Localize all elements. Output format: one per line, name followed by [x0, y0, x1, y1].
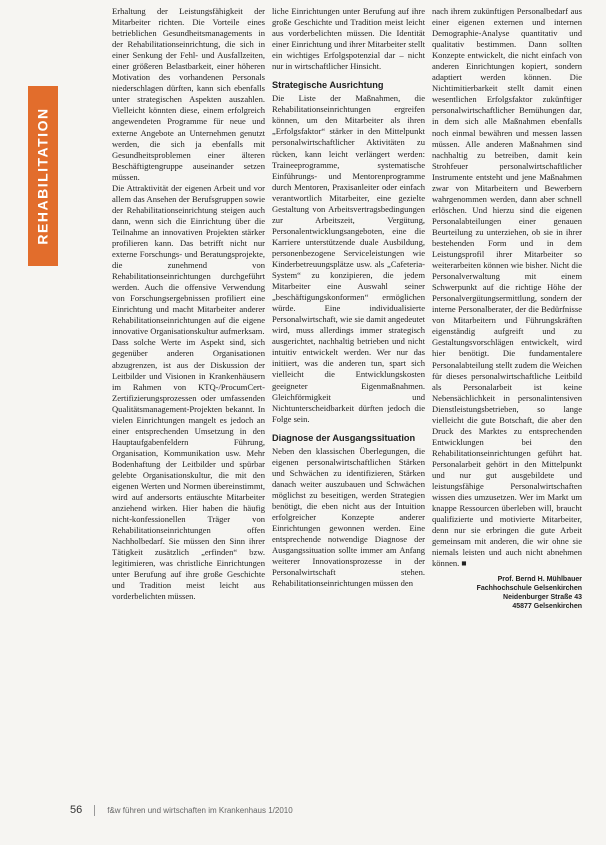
section-label — [28, 86, 58, 266]
footer-divider — [94, 805, 95, 816]
author-institution: Fachhochschule Gelsenkirchen — [476, 585, 582, 593]
text-column-3 — [432, 6, 582, 776]
section-sidebar — [28, 86, 58, 266]
text-column-2 — [272, 6, 425, 776]
author-name: Prof. Bernd H. Mühlbauer — [497, 576, 582, 584]
paragraph: Die Attraktivität der eigenen Arbeit und vor allem das Ansehen der Berufsgruppen sowie der Rehabilitationseinrichtung steigen auch dann, wenn sich die Einrichtung über die Teilnahme an innovativen Projekten stärker profilieren kann. Das betrifft nicht nur externe Forschungs- und Beratungsprojekte, die zunehmend von Rehabilitationseinrichtungen durchgeführt werden. Auch die offensive Verwendung von Forschungsergebnissen profiliert eine Einrichtung und macht Mitarbeiter anderer Rehabilitationseinrichtungen auf die eigene innovative Organisationskultur aufmerksam. — [112, 182, 265, 337]
paragraph: Neben den klassischen Überlegungen, die eigenen personalwirtschaftlichen Stärken und Schwächen zu identifizieren, Stärken danach weiter auszubauen und Schwächen möglichst zu beseitigen, werden Strategien benötigt, die eben nicht aus der Intuition erfolgreicher Konzepte anderer Einrichtungen gewonnen werden. Eine entsprechende notwendige Diagnose der Ausgangssituation sollte immer am Anfang weiterer Innovationsprozesse in der Personalwirtschaft stehen. Rehabilitationseinrichtungen müssen den — [272, 445, 425, 589]
paragraph: Dass solche Werte im Aspekt sind, sich gegenüber anderen Organisationen abzugrenzen, ist aus der Diskussion der Leitbilder und Visionen in Krankenhäusern im Rahmen von KTQ-/ProcumCert-Zertifizierungsprozessen oder umfassenden Qualitätsmanagement-Projekten bekannt. In vielen Einrichtungen mangelt es jedoch an einer entsprechenden Umsetzung in den Hauptaufgabenfeldern Führung, Organisation, Kommunikation usw. Mehr Bodenhaftung der Leitbilder und spürbar gelebte Organisationskultur, die mit den eigenen Werten und Normen übereinstimmt, wird auf andersorts entäuschte Mitarbeiter anziehend wirken. Hier haben die häufig nicht-konfessionellen Träger von Rehabilitationseinrichtungen offen Nachholbedarf. Sie müssen den Sinn ihrer Tätigkeit zusätzlich „erfinden“ bzw. legitimieren, was christliche Einrichtungen unter Berufung auf ihre große Geschichte und Tradition meist leicht aus vorderbelichten müssen. — [112, 337, 265, 602]
publication-name: f&w führen und wirtschaften im Krankenhaus 1/2010 — [107, 805, 293, 815]
author-city: 45877 Gelsenkirchen — [512, 603, 582, 611]
paragraph: nach ihrem zukünftigen Personalbedarf aus einer eigenen externen und internen Demographie-Analyse quantitativ und qualitativ bestimmen. Dann sollten Konzepte entwickelt, die nicht einfach von anderen Einrichtungen kopiert, sondern adaptiert werden können. Die Nichtimitierbarkeit stellt damit einen wesentlichen Erfolgsfaktor zukünftiger personalwirtschaftlicher Bemühungen dar, in dem sich alle Maßnahmen ebenfalls noch einmal bewähren und messen lassen müssen. Alle anderen Maßnahmen sind nachhaltig zu betreiben, damit kein Strohfeuer personalwirtschaftlicher Instrumente entsteht und jene Maßnahmen zwar von Mitarbeitern und Bewerbern wahrgenommen werden, dann aber schnell erlöschen. Und hierzu sind die eigenen Personalabteilungen einer genauen Beurteilung zu unterziehen, ob sie in ihrer bestehenden Form und in dem Leistungsprofil ihrer Mitarbeiter so weiterarbeiten können wie bisher. Nicht die Personalverwaltung mit einem Schwerpunkt auf die richtige Höhe der Personalvergütungsermittlung, sondern der interne Personalberater, der die Bedürfnisse von Mitarbeitern und Führungskräften eigenständig aufgreift und zu Gestaltungsvorschlägen entwickelt, wird hier benötigt. Die fundamentalere Personalabteilung stellt zudem die Weichen für dieses personalwirtschaftliche Leitbild als Personalarbeit ist keine Nebensächlichkeit in personalintensiven Dienstleistungsbetrieben, so lange vielleicht die gute Botschaft, die aber den Druck des Marktes zu entsprechenden Entwicklungen bei den Rehabilitationseinrichtungen geführt hat. Personalarbeit gehört in den Mittelpunkt und nur gut ausgebildete und leistungsfähige Personalwirtschaften wissen dies umzusetzen. Wer im Markt um knappe Ressourcen überleben will, braucht qualifizierte und motivierte Mitarbeiter, denn nur sie erbringen die gute Arbeit gemeinsam mit anderen, die wir ohne sie niemals leisten und auch nicht abnehmen können. ■ — [432, 6, 582, 569]
paragraph: Die Liste der Maßnahmen, die Rehabilitationseinrichtungen ergreifen können, um den Mitarbeiter als ihren „Erfolgsfaktor“ stärker in den Mittelpunkt personalwirtschaftlicher Aktivitäten zu rücken, kann leicht verlängert werden: Traineeprogramme, systematische Einführungs- und Mentorenprogramme durch Mentoren, Praxisanleiter oder einfach verantwortlich Mitarbeiter, eine gezielte Gestaltung von Arbeitsvertragsbedingungen zur Arbeitszeit, Vergütung, Personalentwicklungsangeboten, eine die Karriere unterstützende duale Ausbildung, personenbezogene Serviceleistungen wie Kinderbetreuungsplätze usw. als „Cafeteria-System“ zu konzipieren, die jedem Mitarbeiter eine Auswahl seiner „beschäftigungskonformen“ ermöglichen würde. Eine individualisierte Personalwirtschaft, wie sie damit angedeutet wird, muss allerdings immer strategisch ausgerichtet, nachhaltig betrieben und nicht intuitiv entwickelt werden. Wer nur das initiiert, was die anderen tun, spart sich vielleicht die Entwicklungskosten geeigneter Eigenmaßnahmen. Gleichförmigkeit und Nichtunterscheidbarkeit dürften jedoch die Folge sein. — [272, 93, 425, 424]
section-heading: Strategische Ausrichtung — [272, 80, 384, 91]
paragraph: liche Einrichtungen unter Berufung auf ihre große Geschichte und Tradition meist leicht aus vorderbelichten müssen. Die Identität einer Einrichtung und ihrer Mitarbeiter stellt ein wichtiges Erfolgspotenzial dar – nicht nur in wirtschaftlicher Hinsicht. — [272, 6, 425, 72]
author-block — [432, 575, 582, 611]
paragraph: Erhaltung der Leistungsfähigkeit der Mitarbeiter richten. Die Vorteile eines betrieblichen Gesundheitsmanagements in der Rehabilitationseinrichtung, die sich in einer Senkung der Fehl- und Ausfallzeiten, einer größeren Belastbarkeit, einer höheren Motivation des vorhandenen Personals niederschlagen dürften, kann sich ebenfalls unter strategischen Aspekten auszahlen. Vielleicht könnten diese, einem erfolgreich angewendeten Programme für neue und externe Angebote an Unternehmen genutzt werden, die sich ja ebenfalls mit Gesundheitsproblemen einer älteren Beschäftigtengruppe auseinander setzen müssen. — [112, 6, 265, 182]
author-street: Neidenburger Straße 43 — [503, 594, 582, 602]
page-number: 56 — [70, 804, 83, 816]
section-label-text: REHABILITATION — [35, 107, 52, 245]
text-column-1 — [112, 6, 265, 776]
page-footer — [70, 803, 293, 817]
section-heading: Diagnose der Ausgangssituation — [272, 432, 416, 443]
